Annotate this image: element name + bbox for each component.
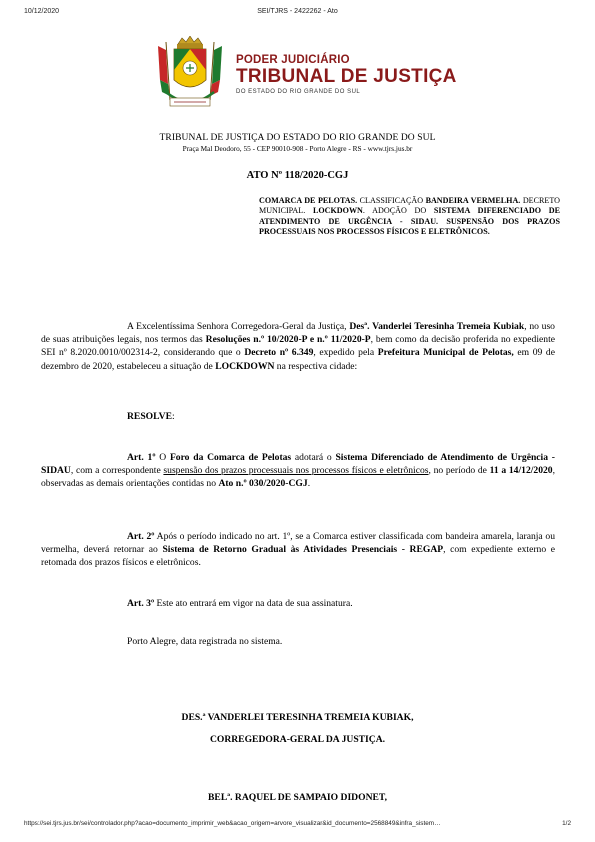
paragraph-text: A Excelentíssima Senhora Corregedora-Geral da Justiça, <box>127 321 350 332</box>
paragraph-text: , no uso de suas atribuições legais, nos termos das <box>41 321 555 346</box>
ementa-text: BANDEIRA VERMELHA. <box>425 196 521 205</box>
preamble-paragraph <box>41 320 555 373</box>
article-text: Ato n.º 030/2020-CGJ <box>218 478 308 490</box>
article-text: Art. 1º <box>127 452 156 463</box>
signatory-role: CORREGEDORA-GERAL DA JUSTIÇA. <box>209 734 386 745</box>
article-text: 11 a 14/12/2020 <box>489 465 553 477</box>
article-text: Após o período indicado no art. 1º, se a Comarca estiver classificada com bandeira amarela, laranja ou vermelha, deverá retornar ao <box>41 531 555 556</box>
logo-line-state: DO ESTADO DO RIO GRANDE DO SUL <box>236 89 361 95</box>
ementa-text: SUSPENSÃO DOS PRAZOS PROCESSUAIS NOS PROCESSOS FÍSICOS E ELETRÔNICOS. <box>259 216 560 237</box>
article-3 <box>127 598 353 609</box>
article-text: adotará o <box>291 452 336 463</box>
article-text: Este ato entrará em vigor na data de sua assinatura. <box>154 598 353 609</box>
article-text: , observadas as demais orientações contidas no <box>41 465 556 490</box>
ementa-text: COMARCA DE PELOTAS. <box>259 196 358 205</box>
page-counter: 1/2 <box>562 820 571 827</box>
court-address: Praça Mal Deodoro, 55 - CEP 90010-908 - Porto Alegre - RS - www.tjrs.jus.br <box>182 144 413 153</box>
ementa-text: DECRETO MUNICIPAL. <box>259 196 560 216</box>
paragraph-text: Prefeitura Municipal de Pelotas, <box>377 347 514 359</box>
logo-line-court: TRIBUNAL DE JUSTIÇA <box>236 66 457 87</box>
paragraph-text: Resoluções n.º 10/2020-P e n.º 11/2020-P <box>205 334 371 346</box>
resolve-heading <box>127 411 175 422</box>
act-summary <box>259 196 560 238</box>
article-text: , no período de <box>428 465 490 477</box>
resolve-label: RESOLVE <box>127 411 172 422</box>
print-date: 10/12/2020 <box>24 8 60 15</box>
article-text: Foro da Comarca de Pelotas <box>169 452 292 463</box>
ementa-text: . ADOÇÃO DO <box>362 206 434 216</box>
paragraph-text: LOCKDOWN <box>215 360 275 372</box>
article-1 <box>41 451 555 491</box>
paragraph-text: em 09 de dezembro de 2020, estabeleceu a situação de <box>41 347 555 372</box>
court-header <box>0 132 595 154</box>
court-name: TRIBUNAL DE JUSTIÇA DO ESTADO DO RIO GRANDE DO SUL <box>159 133 436 143</box>
paragraph-text: , bem como da decisão proferida no expediente SEI nº 8.2020.0010/002314-2, considerando que o <box>41 334 555 359</box>
ementa-text: SISTEMA DIFERENCIADO DE ATENDIMENTO DE URGÊNCIA - SIDAU. <box>259 206 560 226</box>
article-text: Sistema Diferenciado de Atendimento de Urgência - SIDAU <box>41 452 555 477</box>
article-text: Art. 3º <box>127 598 155 609</box>
article-text: Art. 2º <box>127 531 155 542</box>
paragraph-text: Decreto nº 6.349 <box>244 347 314 359</box>
ementa-text: LOCKDOWN <box>312 206 363 216</box>
article-text: suspensão dos prazos processuais nos processos físicos e eletrônicos <box>163 465 429 477</box>
browser-print-header <box>24 8 571 18</box>
signatory-name: DES.ª VANDERLEI TERESINHA TREMEIA KUBIAK, <box>181 712 414 723</box>
logo-wordmark <box>236 54 457 96</box>
coat-of-arms-icon <box>152 36 228 110</box>
court-logo <box>150 36 480 116</box>
paragraph-text: , expedido pela <box>313 347 378 359</box>
resolve-colon: : <box>171 411 175 422</box>
paragraph-text: na respectiva cidade: <box>274 360 358 372</box>
paragraph-text: Desª. Vanderlei Teresinha Tremeia Kubiak <box>349 321 525 332</box>
article-text: O <box>155 452 170 463</box>
closing-line: Porto Alegre, data registrada no sistema. <box>127 636 283 647</box>
second-signatory-name: BELª. RAQUEL DE SAMPAIO DIDONET, <box>208 792 387 803</box>
act-title: ATO Nº 118/2020-CGJ <box>246 170 349 181</box>
article-text: , com a correspondente <box>70 465 164 477</box>
article-text: Sistema de Retorno Gradual às Atividades Presenciais - REGAP <box>162 544 444 556</box>
logo-line-judiciary: PODER JUDICIÁRIO <box>236 54 350 66</box>
print-url: https://sei.tjrs.jus.br/sei/controlador.php?acao=documento_imprimir_web&acao_origem=arvore_visualizar&id_documento=2568849&infra_sistem… <box>24 820 441 827</box>
article-2 <box>41 530 555 570</box>
article-text: , com expediente externo e retomada dos prazos físicos e eletrônicos. <box>41 544 555 569</box>
ementa-text: CLASSIFICAÇÃO <box>357 196 426 205</box>
print-page-title: SEI/TJRS - 2422262 - Ato <box>257 8 338 15</box>
article-text: . <box>307 478 311 490</box>
browser-print-footer <box>24 820 571 830</box>
